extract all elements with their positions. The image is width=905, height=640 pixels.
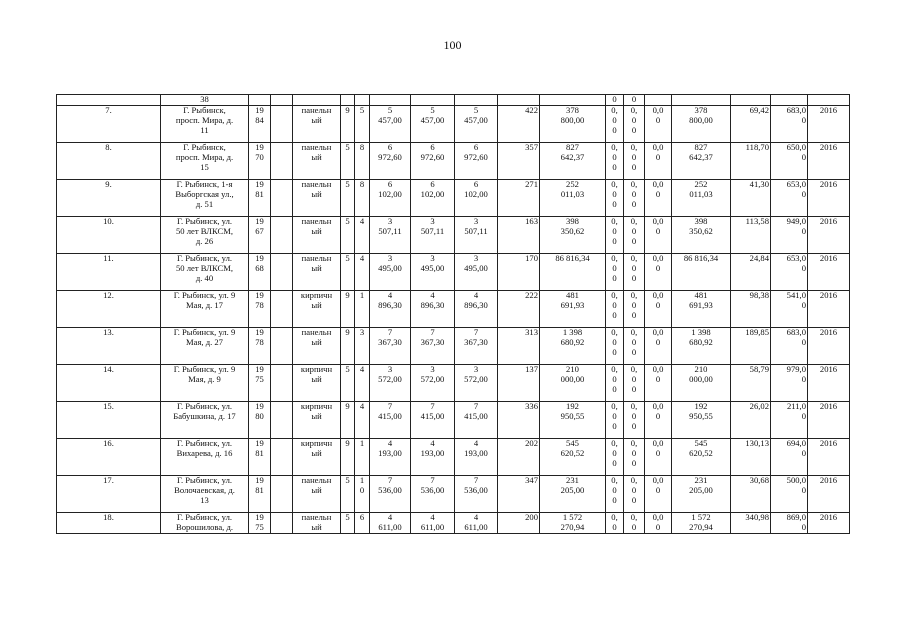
cell-num: 8. xyxy=(57,143,161,180)
empty-cell xyxy=(271,291,293,328)
cell-c15: 0,0 0 xyxy=(645,217,672,254)
cell-a1: 3 495,00 xyxy=(370,254,411,291)
cell-n: 422 xyxy=(498,106,540,143)
cell-c13: 0, 0 0 xyxy=(606,365,624,402)
cell-v2: 683,0 0 xyxy=(771,106,808,143)
cell-v1: 340,98 xyxy=(731,513,771,534)
cell-yr: 19 67 xyxy=(249,217,271,254)
cell-cost: 231 205,00 xyxy=(540,476,606,513)
cell-en: 8 xyxy=(355,143,370,180)
cell-cost2: 231 205,00 xyxy=(672,476,731,513)
cell-c15: 0,0 0 xyxy=(645,365,672,402)
cell-v2: 869,0 0 xyxy=(771,513,808,534)
cell-year: 2016 xyxy=(808,254,850,291)
cell-cost: 481 691,93 xyxy=(540,291,606,328)
cell-c14: 0, 0 0 xyxy=(624,476,645,513)
cell-year: 2016 xyxy=(808,365,850,402)
cell-year: 2016 xyxy=(808,476,850,513)
cell-n: 313 xyxy=(498,328,540,365)
cell-v1: 113,58 xyxy=(731,217,771,254)
cell-v1: 30,68 xyxy=(731,476,771,513)
empty-cell xyxy=(271,143,293,180)
cell-addr: Г. Рыбинск, ул. Бабушкина, д. 17 xyxy=(161,402,249,439)
cell-v2: 541,0 0 xyxy=(771,291,808,328)
cell-a1: 4 193,00 xyxy=(370,439,411,476)
cell-a1: 6 102,00 xyxy=(370,180,411,217)
cell-a1: 7 415,00 xyxy=(370,402,411,439)
cell-v2: 650,0 0 xyxy=(771,143,808,180)
table-row xyxy=(57,180,850,217)
cell-en: 1 xyxy=(355,291,370,328)
cell-num: 12. xyxy=(57,291,161,328)
cell-fl: 9 xyxy=(341,106,355,143)
cell-v2: 500,0 0 xyxy=(771,476,808,513)
cell-cost2: 86 816,34 xyxy=(672,254,731,291)
empty-cell xyxy=(271,476,293,513)
cell-year: 2016 xyxy=(808,143,850,180)
cell-addr: Г. Рыбинск, ул. 50 лет ВЛКСМ, д. 26 xyxy=(161,217,249,254)
table-row xyxy=(57,106,850,143)
cell-c13: 0, 0 0 xyxy=(606,180,624,217)
cell-year: 2016 xyxy=(808,180,850,217)
cell-en: 6 xyxy=(355,513,370,534)
cell-v2: 211,0 0 xyxy=(771,402,808,439)
cell-n: 200 xyxy=(498,513,540,534)
cell-num: 18. xyxy=(57,513,161,534)
cell-a2: 3 495,00 xyxy=(411,254,455,291)
cell-yr: 19 81 xyxy=(249,439,271,476)
cell-addr: Г. Рыбинск, ул. Волочаевская, д. 13 xyxy=(161,476,249,513)
cell-mat: панельн ый xyxy=(293,180,341,217)
cell-cost2: 398 350,62 xyxy=(672,217,731,254)
empty-cell xyxy=(271,217,293,254)
cell-cost2: 210 000,00 xyxy=(672,365,731,402)
cell-year: 2016 xyxy=(808,328,850,365)
table-row-continued xyxy=(57,95,850,106)
cell-a1: 7 367,30 xyxy=(370,328,411,365)
cell-en: 4 xyxy=(355,365,370,402)
cell-c15: 0,0 0 xyxy=(645,439,672,476)
cell-cost2: 1 572 270,94 xyxy=(672,513,731,534)
cell-a3: 7 367,30 xyxy=(455,328,498,365)
table-body xyxy=(57,95,850,534)
cell-mat: кирпичн ый xyxy=(293,402,341,439)
table-row xyxy=(57,513,850,534)
cell-c14: 0, 0 0 xyxy=(624,402,645,439)
cell-a2: 4 896,30 xyxy=(411,291,455,328)
cell-v2: 653,0 0 xyxy=(771,180,808,217)
cell-a1: 4 896,30 xyxy=(370,291,411,328)
cell-yr: 19 80 xyxy=(249,402,271,439)
cell-a2: 7 367,30 xyxy=(411,328,455,365)
table-row xyxy=(57,365,850,402)
empty-cell xyxy=(271,439,293,476)
cell-fl: 9 xyxy=(341,291,355,328)
cell-c13: 0, 0 0 xyxy=(606,291,624,328)
cell-c15: 0,0 0 xyxy=(645,476,672,513)
cell-n: 222 xyxy=(498,291,540,328)
cell-a1: 5 457,00 xyxy=(370,106,411,143)
cell-addr: Г. Рыбинск, просп. Мира, д. 11 xyxy=(161,106,249,143)
cell-v1: 130,13 xyxy=(731,439,771,476)
cell-num: 17. xyxy=(57,476,161,513)
cell-c13: 0, 0 0 xyxy=(606,143,624,180)
cell-en: 3 xyxy=(355,328,370,365)
cell-a1: 6 972,60 xyxy=(370,143,411,180)
table-row xyxy=(57,328,850,365)
cell-c15: 0,0 0 xyxy=(645,328,672,365)
empty-cell xyxy=(271,328,293,365)
cell-c13: 0, 0 0 xyxy=(606,439,624,476)
cell-c13: 0, 0 0 xyxy=(606,476,624,513)
value-cell: 0 xyxy=(606,95,624,106)
table-row xyxy=(57,254,850,291)
cell-c14: 0, 0 xyxy=(624,513,645,534)
cell-a3: 6 972,60 xyxy=(455,143,498,180)
cell-mat: кирпичн ый xyxy=(293,439,341,476)
cell-mat: панельн ый xyxy=(293,217,341,254)
cell-a2: 6 102,00 xyxy=(411,180,455,217)
cell-c14: 0, 0 0 xyxy=(624,254,645,291)
page-number: 100 xyxy=(443,38,462,52)
cell-cost: 252 011,03 xyxy=(540,180,606,217)
cell-a2: 7 415,00 xyxy=(411,402,455,439)
cell-c15: 0,0 0 xyxy=(645,254,672,291)
cell-a2: 4 611,00 xyxy=(411,513,455,534)
cell-fl: 5 xyxy=(341,476,355,513)
cell-c15: 0,0 0 xyxy=(645,291,672,328)
cell-c14: 0, 0 0 xyxy=(624,106,645,143)
cell-v1: 26,02 xyxy=(731,402,771,439)
cell-cost2: 192 950,55 xyxy=(672,402,731,439)
cell-v1: 41,30 xyxy=(731,180,771,217)
cell-a3: 4 611,00 xyxy=(455,513,498,534)
cell-fl: 5 xyxy=(341,513,355,534)
cell-cost: 398 350,62 xyxy=(540,217,606,254)
cell-addr: Г. Рыбинск, ул. 9 Мая, д. 9 xyxy=(161,365,249,402)
cell-mat: панельн ый xyxy=(293,106,341,143)
cell-mat: панельн ый xyxy=(293,328,341,365)
cell-mat: кирпичн ый xyxy=(293,365,341,402)
cell-mat: панельн ый xyxy=(293,513,341,534)
cell-cost: 378 800,00 xyxy=(540,106,606,143)
cell-v2: 694,0 0 xyxy=(771,439,808,476)
cell-cost2: 1 398 680,92 xyxy=(672,328,731,365)
empty-cell xyxy=(271,106,293,143)
cell-mat: панельн ый xyxy=(293,476,341,513)
address-cell: 38 xyxy=(161,95,249,106)
cell-c14: 0, 0 0 xyxy=(624,291,645,328)
cell-num: 7. xyxy=(57,106,161,143)
cell-v1: 58,79 xyxy=(731,365,771,402)
cell-yr: 19 75 xyxy=(249,513,271,534)
cell-yr: 19 75 xyxy=(249,365,271,402)
cell-c15: 0,0 0 xyxy=(645,106,672,143)
cell-c14: 0, 0 0 xyxy=(624,365,645,402)
cell-a2: 4 193,00 xyxy=(411,439,455,476)
cell-en: 4 xyxy=(355,254,370,291)
cell-num: 15. xyxy=(57,402,161,439)
cell-fl: 9 xyxy=(341,328,355,365)
cell-a3: 4 193,00 xyxy=(455,439,498,476)
cell-c13: 0, 0 0 xyxy=(606,328,624,365)
cell-a2: 3 572,00 xyxy=(411,365,455,402)
cell-num: 11. xyxy=(57,254,161,291)
cell-en: 1 xyxy=(355,439,370,476)
cell-yr: 19 81 xyxy=(249,180,271,217)
cell-year: 2016 xyxy=(808,106,850,143)
empty-cell xyxy=(271,402,293,439)
cell-addr: Г. Рыбинск, ул. 50 лет ВЛКСМ, д. 40 xyxy=(161,254,249,291)
cell-v2: 949,0 0 xyxy=(771,217,808,254)
cell-en: 4 xyxy=(355,402,370,439)
cell-v1: 69,42 xyxy=(731,106,771,143)
cell-n: 271 xyxy=(498,180,540,217)
cell-num: 9. xyxy=(57,180,161,217)
cell-addr: Г. Рыбинск, ул. Ворошилова, д. xyxy=(161,513,249,534)
cell-c13: 0, 0 0 xyxy=(606,106,624,143)
cell-fl: 9 xyxy=(341,402,355,439)
cell-a3: 3 495,00 xyxy=(455,254,498,291)
cell-a3: 7 415,00 xyxy=(455,402,498,439)
cell-fl: 9 xyxy=(341,439,355,476)
value-cell: 0 xyxy=(624,95,645,106)
cell-addr: Г. Рыбинск, 1-я Выборгская ул., д. 51 xyxy=(161,180,249,217)
cell-a3: 7 536,00 xyxy=(455,476,498,513)
cell-n: 336 xyxy=(498,402,540,439)
cell-fl: 5 xyxy=(341,254,355,291)
cell-a2: 3 507,11 xyxy=(411,217,455,254)
cell-cost: 827 642,37 xyxy=(540,143,606,180)
cell-n: 357 xyxy=(498,143,540,180)
cell-n: 202 xyxy=(498,439,540,476)
cell-cost: 1 398 680,92 xyxy=(540,328,606,365)
cell-c13: 0, 0 0 xyxy=(606,402,624,439)
cell-fl: 5 xyxy=(341,217,355,254)
cell-n: 347 xyxy=(498,476,540,513)
cell-a1: 4 611,00 xyxy=(370,513,411,534)
cell-n: 137 xyxy=(498,365,540,402)
cell-addr: Г. Рыбинск, ул. 9 Мая, д. 27 xyxy=(161,328,249,365)
cell-yr: 19 68 xyxy=(249,254,271,291)
cell-a3: 5 457,00 xyxy=(455,106,498,143)
cell-cost: 1 572 270,94 xyxy=(540,513,606,534)
cell-num: 14. xyxy=(57,365,161,402)
cell-c13: 0, 0 0 xyxy=(606,254,624,291)
housing-table xyxy=(56,94,850,534)
cell-yr: 19 70 xyxy=(249,143,271,180)
cell-cost2: 378 800,00 xyxy=(672,106,731,143)
cell-c15: 0,0 0 xyxy=(645,402,672,439)
cell-cost: 86 816,34 xyxy=(540,254,606,291)
cell-a3: 3 572,00 xyxy=(455,365,498,402)
cell-v2: 683,0 0 xyxy=(771,328,808,365)
cell-a1: 3 507,11 xyxy=(370,217,411,254)
cell-year: 2016 xyxy=(808,217,850,254)
cell-addr: Г. Рыбинск, просп. Мира, д. 15 xyxy=(161,143,249,180)
cell-a2: 5 457,00 xyxy=(411,106,455,143)
cell-fl: 5 xyxy=(341,365,355,402)
cell-cost: 210 000,00 xyxy=(540,365,606,402)
cell-mat: панельн ый xyxy=(293,143,341,180)
empty-cell xyxy=(271,365,293,402)
cell-year: 2016 xyxy=(808,439,850,476)
cell-cost: 545 620,52 xyxy=(540,439,606,476)
table-row xyxy=(57,291,850,328)
cell-c15: 0,0 0 xyxy=(645,513,672,534)
cell-a3: 4 896,30 xyxy=(455,291,498,328)
table-row xyxy=(57,217,850,254)
cell-a1: 3 572,00 xyxy=(370,365,411,402)
cell-a2: 7 536,00 xyxy=(411,476,455,513)
empty-cell xyxy=(271,180,293,217)
cell-mat: панельн ый xyxy=(293,254,341,291)
cell-en: 1 0 xyxy=(355,476,370,513)
cell-v1: 189,85 xyxy=(731,328,771,365)
cell-n: 163 xyxy=(498,217,540,254)
cell-cost2: 481 691,93 xyxy=(672,291,731,328)
cell-c13: 0, 0 xyxy=(606,513,624,534)
cell-cost2: 252 011,03 xyxy=(672,180,731,217)
cell-en: 5 xyxy=(355,106,370,143)
cell-v1: 24,84 xyxy=(731,254,771,291)
cell-en: 4 xyxy=(355,217,370,254)
cell-num: 16. xyxy=(57,439,161,476)
cell-cost2: 827 642,37 xyxy=(672,143,731,180)
empty-cell xyxy=(271,513,293,534)
cell-yr: 19 84 xyxy=(249,106,271,143)
table-row xyxy=(57,476,850,513)
cell-v1: 98,38 xyxy=(731,291,771,328)
cell-cost: 192 950,55 xyxy=(540,402,606,439)
cell-v1: 118,70 xyxy=(731,143,771,180)
cell-addr: Г. Рыбинск, ул. Вихарева, д. 16 xyxy=(161,439,249,476)
cell-mat: кирпичн ый xyxy=(293,291,341,328)
cell-a3: 3 507,11 xyxy=(455,217,498,254)
cell-year: 2016 xyxy=(808,402,850,439)
cell-a2: 6 972,60 xyxy=(411,143,455,180)
cell-num: 13. xyxy=(57,328,161,365)
cell-yr: 19 78 xyxy=(249,291,271,328)
cell-c14: 0, 0 0 xyxy=(624,143,645,180)
table-row xyxy=(57,143,850,180)
cell-c14: 0, 0 0 xyxy=(624,439,645,476)
cell-a1: 7 536,00 xyxy=(370,476,411,513)
cell-en: 8 xyxy=(355,180,370,217)
cell-yr: 19 78 xyxy=(249,328,271,365)
cell-year: 2016 xyxy=(808,291,850,328)
cell-n: 170 xyxy=(498,254,540,291)
cell-a3: 6 102,00 xyxy=(455,180,498,217)
cell-c14: 0, 0 0 xyxy=(624,328,645,365)
table-row xyxy=(57,402,850,439)
cell-v2: 653,0 0 xyxy=(771,254,808,291)
cell-c14: 0, 0 0 xyxy=(624,180,645,217)
table-row xyxy=(57,439,850,476)
empty-cell xyxy=(271,254,293,291)
cell-fl: 5 xyxy=(341,143,355,180)
cell-addr: Г. Рыбинск, ул. 9 Мая, д. 17 xyxy=(161,291,249,328)
cell-v2: 979,0 0 xyxy=(771,365,808,402)
cell-c13: 0, 0 0 xyxy=(606,217,624,254)
cell-yr: 19 81 xyxy=(249,476,271,513)
cell-c15: 0,0 0 xyxy=(645,180,672,217)
cell-c15: 0,0 0 xyxy=(645,143,672,180)
cell-year: 2016 xyxy=(808,513,850,534)
cell-c14: 0, 0 0 xyxy=(624,217,645,254)
cell-num: 10. xyxy=(57,217,161,254)
cell-cost2: 545 620,52 xyxy=(672,439,731,476)
cell-fl: 5 xyxy=(341,180,355,217)
